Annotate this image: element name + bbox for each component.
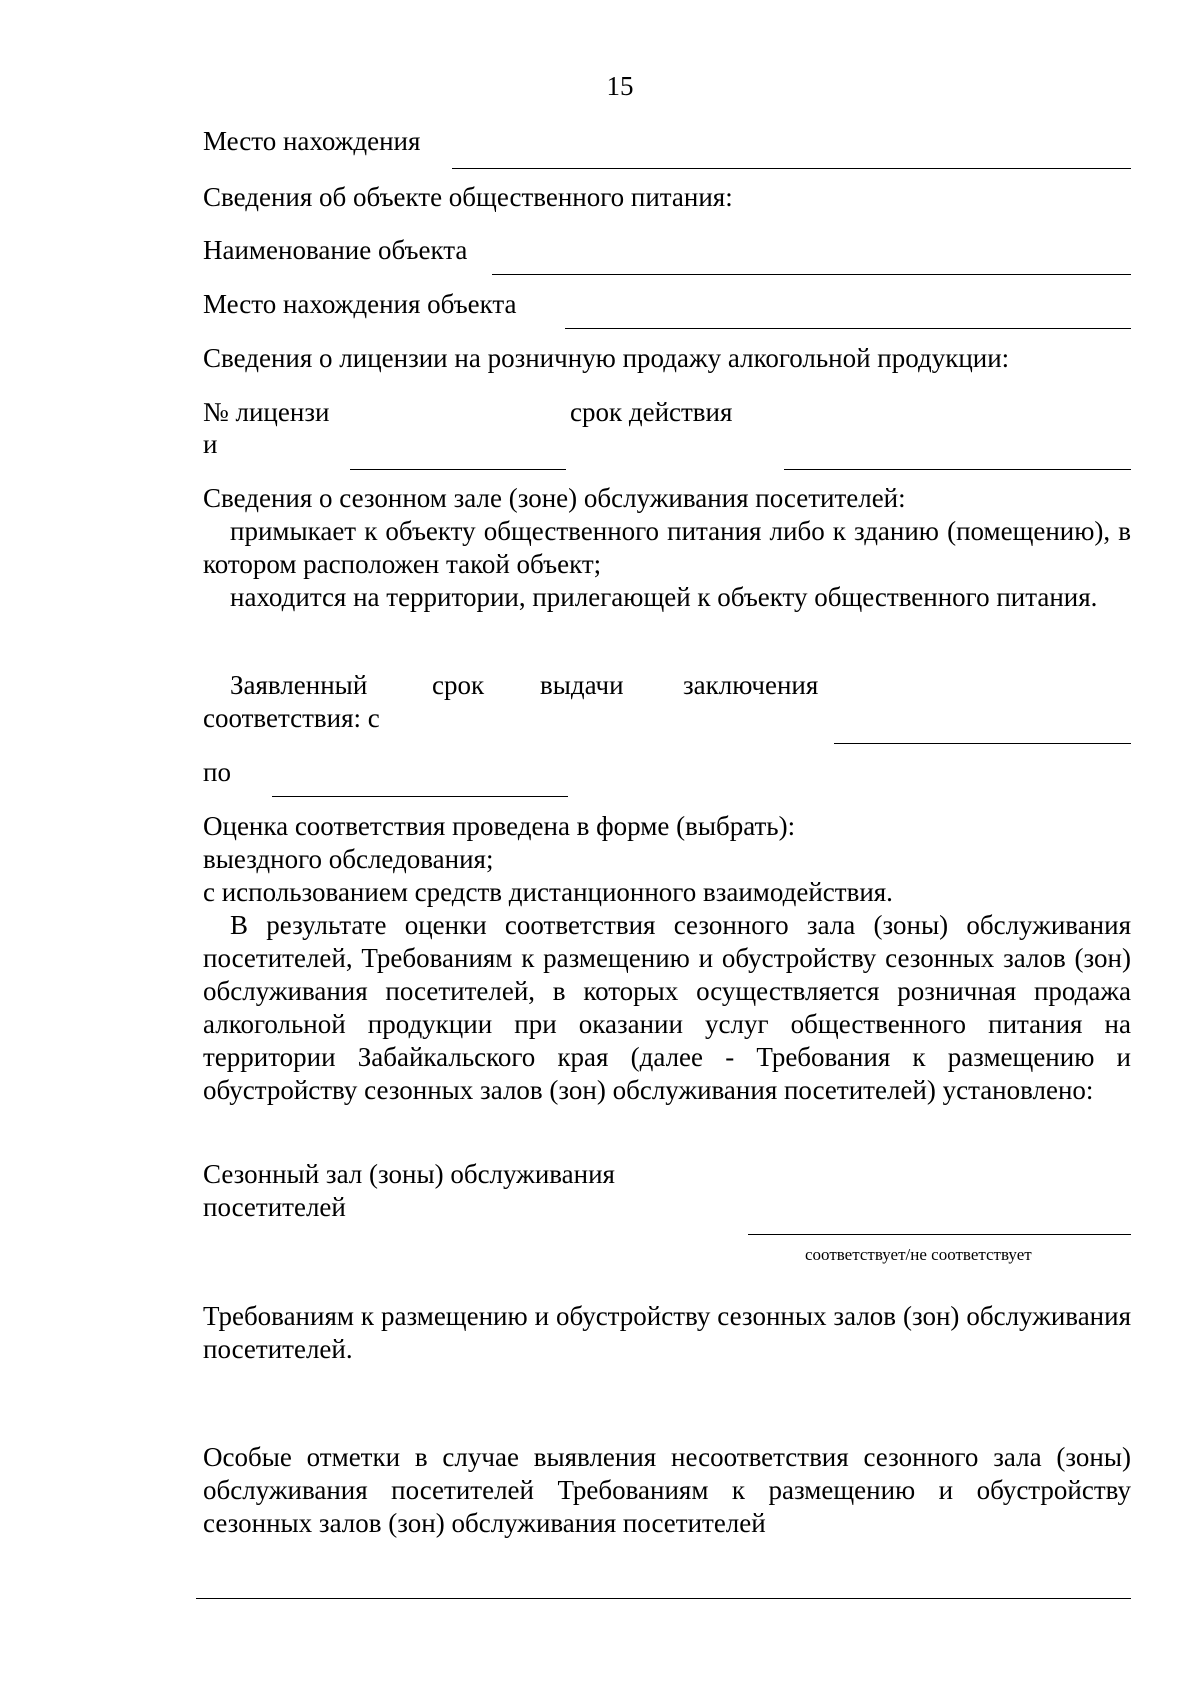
term-to-field-line[interactable]	[272, 796, 568, 797]
object-info-heading: Сведения об объекте общественного питания:	[203, 182, 733, 212]
special-notes-field-line[interactable]	[196, 1598, 1131, 1599]
conclusion-field-line[interactable]	[748, 1234, 1131, 1235]
term-to-label: по	[203, 757, 231, 787]
conclusion-label: Сезонный зал (зоны) обслуживания	[203, 1159, 615, 1189]
object-name-label: Наименование объекта	[203, 235, 468, 265]
term-from-label: соответствия: с	[203, 703, 380, 733]
term-word-2: срок	[432, 670, 485, 700]
license-validity-label: срок действия	[570, 397, 733, 427]
place-label: Место нахождения	[203, 126, 421, 156]
term-from-field-line[interactable]	[834, 743, 1131, 744]
seasonal-hall-option-adjacent: примыкает к объекту общественного питания либо к зданию (помещению), в котором расположен такой объект;	[203, 516, 1131, 579]
seasonal-hall-option-territory: находится на территории, прилегающей к объекту общественного питания.	[230, 582, 1098, 612]
license-heading: Сведения о лицензии на розничную продажу алкогольной продукции:	[203, 343, 1010, 373]
assessment-heading: Оценка соответствия проведена в форме (выбрать):	[203, 811, 796, 841]
conclusion-label-wrap: посетителей	[203, 1192, 346, 1222]
place-field-line[interactable]	[452, 168, 1131, 169]
seasonal-hall-heading: Сведения о сезонном зале (зоне) обслуживания посетителей:	[203, 483, 906, 513]
requirements-paragraph: Требованиям к размещению и обустройству сезонных залов (зон) обслуживания посетителей.	[203, 1301, 1131, 1364]
object-place-label: Место нахождения объекта	[203, 289, 517, 319]
object-place-field-line[interactable]	[565, 328, 1131, 329]
license-number-field-line[interactable]	[350, 469, 566, 470]
license-number-label-wrap: и	[203, 429, 218, 459]
object-name-field-line[interactable]	[492, 274, 1131, 275]
license-validity-field-line[interactable]	[784, 469, 1131, 470]
assessment-option-onsite: выездного обследования;	[203, 844, 494, 874]
term-word-1: Заявленный	[230, 670, 368, 700]
term-word-4: заключения	[683, 670, 819, 700]
conclusion-field-caption: соответствует/не соответствует	[805, 1245, 1032, 1264]
term-word-3: выдачи	[540, 670, 624, 700]
license-number-label: № лицензи	[203, 397, 330, 427]
page-number: 15	[606, 71, 634, 101]
special-notes-paragraph: Особые отметки в случае выявления несоответствия сезонного зала (зоны) обслуживания посетителей Требованиям к размещению и обустройству сезонных залов (зон) обслуживания посетителей	[203, 1442, 1131, 1538]
assessment-result-paragraph: В результате оценки соответствия сезонного зала (зоны) обслуживания посетителей, Требованиям к размещению и обустройству сезонных залов (зон) обслуживания посетителей, в которых осуществляется розничная продажа алкогольной продукции при оказании услуг общественного питания на территории Забайкальского края (далее - Требования к размещению и обустройству сезонных залов (зон) обслуживания посетителей) установлено:	[203, 910, 1131, 1105]
assessment-option-remote: с использованием средств дистанционного взаимодействия.	[203, 877, 893, 907]
